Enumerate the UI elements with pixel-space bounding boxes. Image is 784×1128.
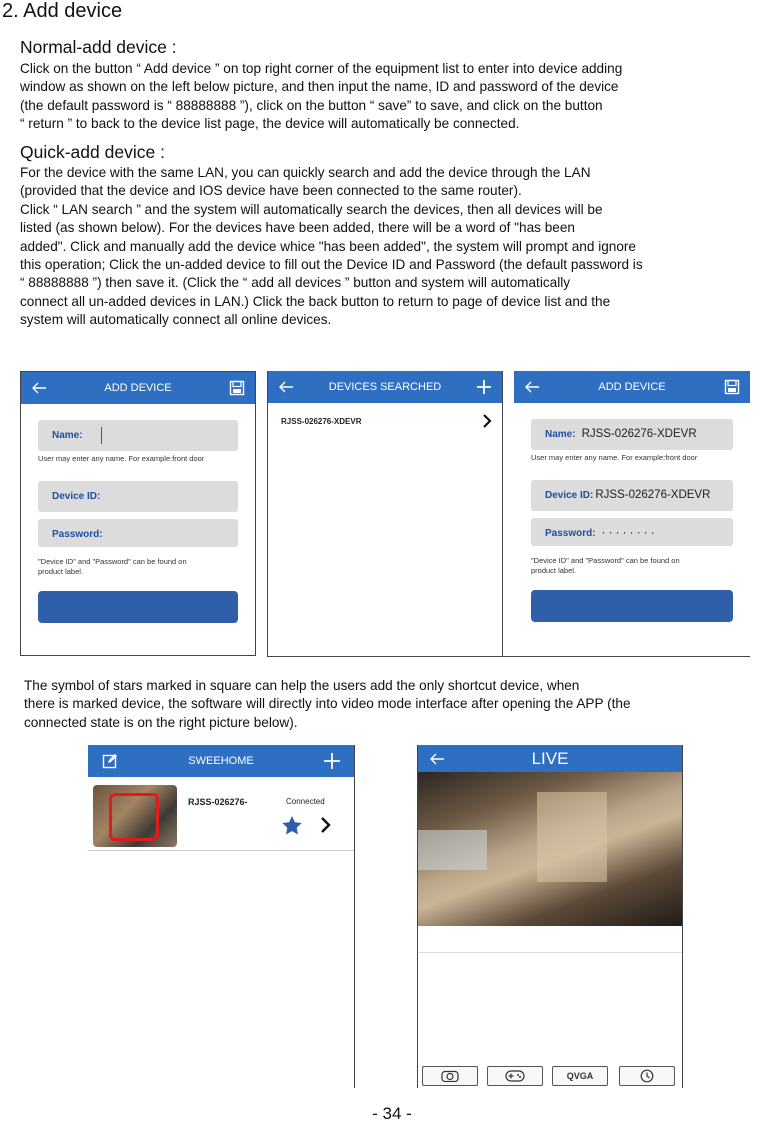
name-label: Name: (52, 430, 83, 441)
label-hint-line: "Device ID" and "Password" can be found on (531, 556, 680, 565)
quick-add-line: listed (as shown below). For the devices have been added, there will be a word of "has been (20, 220, 575, 236)
star-icon[interactable] (282, 816, 302, 840)
normal-add-line: (the default password is “ 88888888 ”), click on the button “ save” to save, and click on the button (20, 97, 603, 113)
label-hint-line: product label. (38, 567, 84, 576)
label-hint-line: product label. (531, 566, 577, 575)
device-list-screen (88, 745, 354, 1088)
device-id-label: Device ID: (545, 490, 594, 501)
chevron-right-icon (482, 413, 492, 434)
shortcut-note (24, 677, 784, 732)
add-icon[interactable] (320, 745, 344, 777)
note-line: connected state is on the right picture below). (24, 714, 298, 730)
quick-add-line: added". Click and manually add the device whice "has been added", the system will prompt and ignore (20, 238, 636, 254)
quick-add-line: connect all un-added devices in LAN.) Click the back button to return to page of device list and the (20, 293, 611, 309)
section-title: 2. Add device (2, 0, 123, 22)
add-device-screen-filled (514, 371, 750, 656)
divider (267, 656, 750, 657)
password-label: Password: (52, 529, 103, 540)
name-hint: User may enter any name. For example:front door (38, 454, 205, 463)
screen-title: LIVE (531, 749, 569, 768)
page-number: - 34 - (372, 1104, 412, 1123)
label-hint-line: "Device ID" and "Password" can be found on (38, 557, 187, 566)
password-value: · · · · · · · · (601, 527, 655, 539)
divider (682, 745, 683, 1088)
normal-add-line: “ return ” to back to the device list page, the device will automatically be connected. (20, 116, 520, 132)
title-bar (88, 745, 354, 777)
name-field[interactable] (38, 420, 238, 451)
device-list-item[interactable] (268, 411, 502, 435)
name-hint: User may enter any name. For example:front door (531, 453, 698, 462)
video-feed[interactable] (417, 772, 683, 926)
quick-add-line: “ 88888888 ”) then save it. (Click the “ add all devices ” button and system will automatically (20, 275, 571, 291)
add-icon[interactable] (472, 371, 496, 403)
title-bar (21, 372, 255, 404)
save-icon[interactable] (225, 372, 249, 404)
label-hint (531, 556, 740, 576)
title-bar (268, 371, 502, 403)
device-name: RJSS-026276- (188, 797, 248, 807)
device-row[interactable] (88, 781, 354, 851)
label-hint (38, 557, 245, 577)
video-window-light (417, 830, 487, 870)
name-field[interactable] (531, 419, 733, 450)
quick-add-line: For the device with the same LAN, you can quickly search and add the device through the LAN (20, 165, 591, 180)
chevron-right-icon[interactable] (320, 816, 332, 839)
screen-title: SWEEHOME (188, 755, 254, 767)
timer-button[interactable] (619, 1066, 675, 1086)
quick-add-text (20, 164, 780, 330)
normal-add-line: Click on the button “ Add device ” on top right corner of the equipment list to enter into device adding (20, 61, 623, 76)
password-field[interactable] (531, 518, 733, 546)
quick-add-heading: Quick-add device : (20, 142, 165, 162)
save-icon[interactable] (720, 371, 744, 403)
camera-thumbnail (93, 785, 177, 847)
save-button[interactable] (38, 591, 238, 623)
device-name: RJSS-026276-XDEVR (281, 417, 362, 426)
password-label: Password: (545, 528, 596, 539)
add-device-screen-empty (20, 371, 256, 656)
device-id-field[interactable] (38, 481, 238, 512)
devices-searched-screen (267, 371, 503, 656)
quick-add-line: (provided that the device and IOS device have been connected to the same router). (20, 183, 522, 199)
screen-title: ADD DEVICE (104, 382, 172, 394)
device-id-label: Device ID: (52, 491, 101, 502)
quick-add-line: this operation; Click the un-added device to fill out the Device ID and Password (the default password is (20, 257, 643, 273)
note-line: there is marked device, the software will directly into video mode interface after opening the APP (the (24, 696, 631, 712)
connection-status: Connected (286, 797, 325, 806)
normal-add-heading: Normal-add device : (20, 37, 177, 57)
normal-add-line: window as shown on the left below picture, and then input the name, ID and password of the device (20, 79, 619, 95)
screen-title: DEVICES SEARCHED (328, 381, 442, 393)
note-line: The symbol of stars marked in square can help the users add the only shortcut device, when (24, 678, 580, 693)
text-cursor (101, 427, 102, 444)
video-wall-light (537, 792, 607, 882)
snapshot-button[interactable] (422, 1066, 478, 1086)
name-label: Name: (545, 429, 576, 440)
device-id-field[interactable] (531, 480, 733, 511)
shortcut-marker (109, 793, 159, 841)
quick-add-line: system will automatically connect all online devices. (20, 312, 332, 328)
ptz-control-button[interactable] (487, 1066, 543, 1086)
screen-title: ADD DEVICE (598, 381, 666, 393)
quick-add-line: Click “ LAN search ” and the system will automatically search the devices, then all devices will be (20, 201, 603, 217)
divider (417, 952, 683, 953)
divider (354, 745, 355, 1088)
quality-button[interactable]: QVGA (552, 1066, 608, 1086)
normal-add-text (20, 60, 780, 134)
save-button[interactable] (531, 590, 733, 622)
password-field[interactable] (38, 519, 238, 547)
title-bar (417, 745, 683, 772)
title-bar (514, 371, 750, 403)
device-id-value: RJSS-026276-XDEVR (595, 489, 711, 501)
live-video-screen (417, 745, 683, 1088)
name-value: RJSS-026276-XDEVR (581, 428, 697, 440)
divider (417, 745, 418, 1088)
